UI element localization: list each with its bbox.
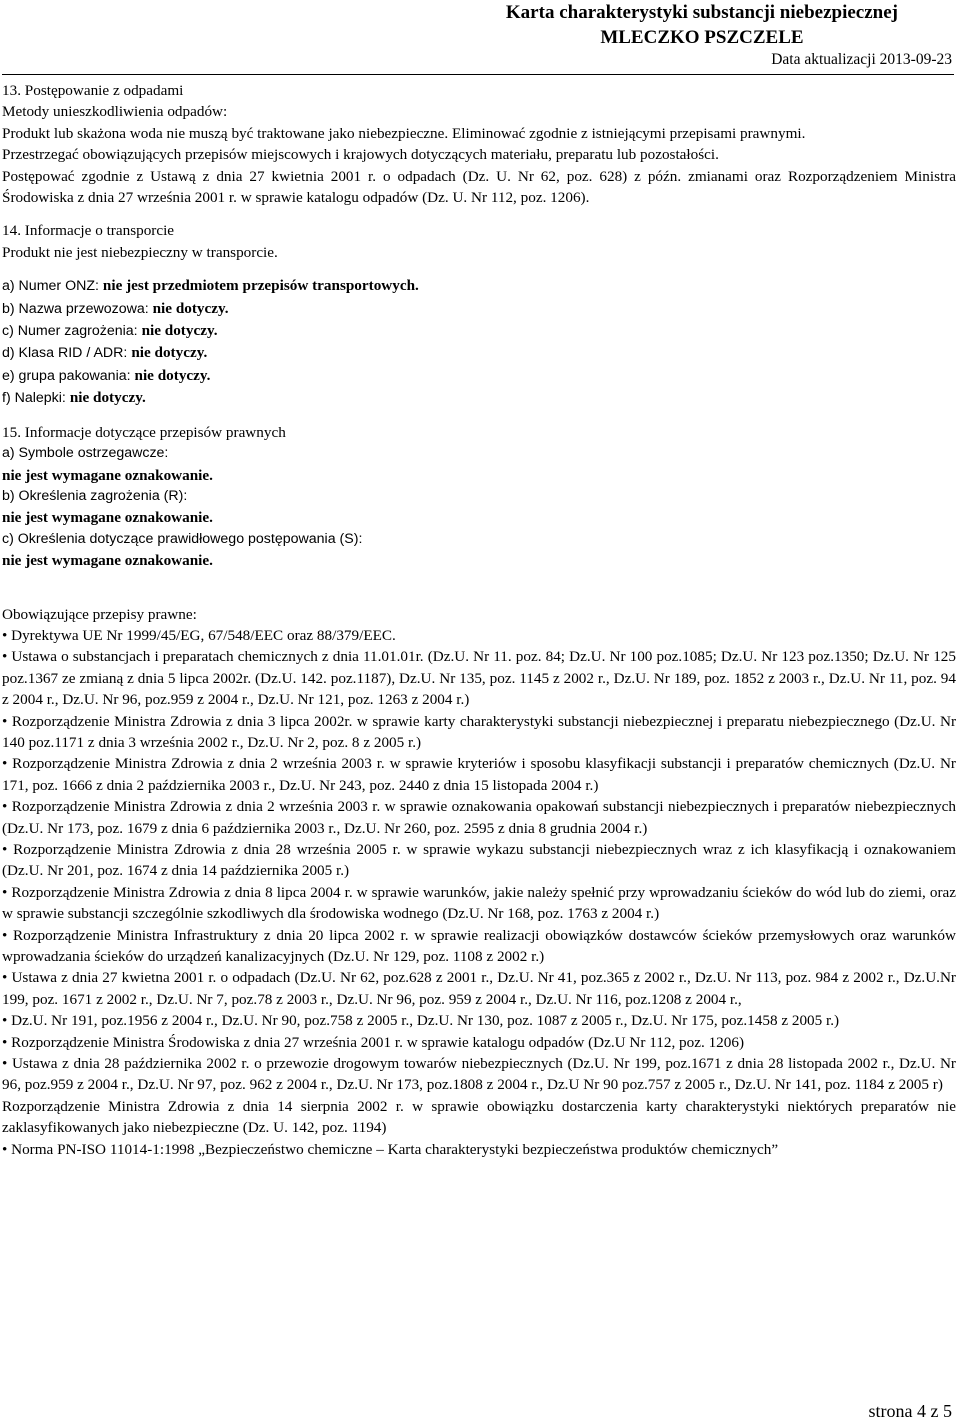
regulation-item: • Norma PN-ISO 11014-1:1998 „Bezpieczeństwo chemiczne – Karta charakterystyki bezpieczeństwa produktów chemicznych” <box>2 1140 779 1158</box>
risk-phrases-label: b) Określenia zagrożenia (R): <box>2 487 188 504</box>
section-13-heading: 13. Postępowanie z odpadami <box>2 82 184 99</box>
regulation-item: • Ustawa z dnia 28 października 2002 r. o przewozie drogowym towarów niebezpiecznych (Dz.U. Nr 199, poz.1671 z dnia 28 listopada 2002 r., Dz.U. Nr 96, poz.959 z 2004 r., Dz.U. Nr 97, poz. 962 z 2004 r., Dz.U. Nr 173, poz.1808 z 2004 r., Dz.U Nr 90 poz.757 z 2005 r., Dz.U. Nr 141, poz. 1184 z 2005 r) <box>2 1055 956 1094</box>
document-title: Karta charakterystyki substancji niebezpiecznej <box>505 2 898 23</box>
regulations-heading: Obowiązujące przepisy prawne: <box>2 605 197 623</box>
regulation-item: • Ustawa z dnia 27 kwietna 2001 r. o odpadach (Dz.U. Nr 62, poz.628 z 2001 r., Dz.U. Nr 41, poz.365 z 2002 r., Dz.U. Nr 113, poz. 984 z 2002 r., Dz.U.Nr 199, poz. 1671 z 2002 r., Dz.U. Nr 7, poz.78 z 2003 r., Dz.U. Nr 96, poz. 959 z 2004 r., Dz.U. Nr 116, poz.1208 z 2004 r., <box>2 969 956 1008</box>
section-14 <box>2 220 956 409</box>
section-13-subheading: Metody unieszkodliwienia odpadów: <box>2 103 228 121</box>
header-rule <box>2 74 954 75</box>
section-13-paragraph: Postępować zgodnie z Ustawą z dnia 27 kwietnia 2001 r. o odpadach (Dz. U. Nr 62, poz. 628) z późn. zmianami oraz Rozporządzeniem Ministra Środowiska z dnia 27 września 2001 r. w sprawie katalogu odpadów (Dz. U. Nr 112, poz. 1206). <box>2 167 956 207</box>
section-15-heading: 15. Informacje dotyczące przepisów prawnych <box>2 423 286 441</box>
regulation-item: • Rozporządzenie Ministra Zdrowia z dnia 2 września 2003 r. w sprawie kryteriów i sposobu klasyfikacji substancji i preparatów chemicznych (Dz.U. Nr 171, poz. 1666 z dnia 2 października 2003 r., Dz.U. Nr 243, poz. 2440 z dnia 15 listopada 2004 r.) <box>2 755 956 794</box>
safety-phrases-label: c) Określenia dotyczące prawidłowego postępowania (S): <box>2 530 363 547</box>
section-14-subheading: Produkt nie jest niebezpieczny w transporcie. <box>2 243 278 261</box>
regulations-list <box>2 604 956 1161</box>
regulation-item: • Rozporządzenie Ministra Zdrowia z dnia 8 lipca 2004 r. w sprawie warunków, jakie należy spełnić przy wprowadzaniu ścieków do wód lub do ziemi, oraz w sprawie substancji szczególnie szkodliwych dla środowiska wodnego (Dz.U. Nr 168, poz. 1763 z 2004 r.) <box>2 883 956 923</box>
transport-item: b) Nazwa przewozowa: nie dotyczy. <box>2 299 229 317</box>
safety-phrases-value: nie jest wymagane oznakowanie. <box>2 552 213 570</box>
risk-phrases-value: nie jest wymagane oznakowanie. <box>2 509 213 527</box>
regulation-item: • Rozporządzenie Ministra Środowiska z dnia 27 września 2001 r. w sprawie katalogu odpadów (Dz.U Nr 112, poz. 1206) <box>2 1033 745 1051</box>
product-name: MLECZKO PSZCZELE <box>600 27 804 48</box>
section-13-paragraph: Produkt lub skażona woda nie muszą być traktowane jako niebezpieczne. Eliminować zgodnie z istniejącymi przepisami prawnymi. <box>2 124 806 142</box>
transport-item: c) Numer zagrożenia: nie dotyczy. <box>2 322 218 340</box>
transport-item: d) Klasa RID / ADR: nie dotyczy. <box>2 344 208 362</box>
section-13-paragraph: Przestrzegać obowiązujących przepisów miejscowych i krajowych dotyczących materiału, preparatu lub pozostałości. <box>2 146 719 164</box>
transport-item: e) grupa pakowania: nie dotyczy. <box>2 366 211 384</box>
page-number: strona 4 z 5 <box>868 1401 952 1421</box>
update-date: Data aktualizacji 2013-09-23 <box>771 51 952 68</box>
warning-symbols-label: a) Symbole ostrzegawcze: <box>2 445 169 462</box>
regulation-item: • Rozporządzenie Ministra Zdrowia z dnia 28 września 2005 r. w sprawie wykazu substancji niebezpiecznych wraz z ich klasyfikacją i oznakowaniem (Dz.U. Nr 201, poz. 1674 z dnia 14 października 2005 r.) <box>2 841 956 880</box>
transport-item: a) Numer ONZ: nie jest przedmiotem przepisów transportowych. <box>2 277 419 295</box>
section-14-heading: 14. Informacje o transporcie <box>2 222 175 240</box>
document-body <box>2 80 956 1160</box>
document-header <box>506 0 898 50</box>
regulation-item: • Dyrektywa UE Nr 1999/45/EG, 67/548/EEC oraz 88/379/EEC. <box>2 626 396 644</box>
regulation-item: • Rozporządzenie Ministra Infrastruktury z dnia 20 lipca 2002 r. w sprawie realizacji obowiązków dostawców ścieków przemysłowych oraz warunków wprowadzania ścieków do urządzeń kanalizacyjnych (Dz.U. Nr 129, poz. 1108 z 2002 r.) <box>2 926 956 966</box>
regulation-item: • Ustawa o substancjach i preparatach chemicznych z dnia 11.01.01r. (Dz.U. Nr 11. poz. 84; Dz.U. Nr 100 poz.1085; Dz.U. Nr 123 poz.1350; Dz.U. Nr 125 poz.1367 ze zmianą z dnia 5 lipca 2002r. (Dz.U. 142. poz.1187), Dz.U. Nr 135, poz. 1145 z 2002 r., Dz.U. Nr 189, poz. 1852 z 2003 r., Dz.U. Nr 11, poz. 94 z 2004 r., Dz.U. Nr 96, poz.959 z 2004 r., Dz.U. Nr 121, poz. 1263 z 2004 r.) <box>2 648 956 709</box>
regulation-item: • Rozporządzenie Ministra Zdrowia z dnia 3 lipca 2002r. w sprawie karty charakterystyki substancji niebezpiecznej i preparatu niebezpiecznego (Dz.U. Nr 140 poz.1171 z dnia 3 września 2002 r., Dz.U. Nr 2, poz. 8 z 2005 r.) <box>2 712 956 751</box>
regulation-item: Rozporządzenie Ministra Zdrowia z dnia 14 sierpnia 2002 r. w sprawie obowiązku dostarczenia karty charakterystyki niektórych preparatów nie zaklasyfikowanych jako niebezpieczne (Dz. U. 142, poz. 1194) <box>2 1097 956 1137</box>
regulation-item: • Dz.U. Nr 191, poz.1956 z 2004 r., Dz.U. Nr 90, poz.758 z 2005 r., Dz.U. Nr 130, poz. 1087 z 2005 r., Dz.U. Nr 175, poz.1458 z 2005 r.) <box>2 1012 840 1030</box>
warning-symbols-value: nie jest wymagane oznakowanie. <box>2 466 213 484</box>
section-13 <box>2 80 956 208</box>
section-15 <box>2 422 956 572</box>
regulation-item: • Rozporządzenie Ministra Zdrowia z dnia 2 września 2003 r. w sprawie oznakowania opakowań substancji niebezpiecznych i preparatów niebezpiecznych (Dz.U. Nr 173, poz. 1679 z dnia 6 października 2003 r., Dz.U. Nr 260, poz. 2595 z dnia 8 grudnia 2004 r.) <box>2 798 956 837</box>
transport-item: f) Nalepki: nie dotyczy. <box>2 389 146 407</box>
